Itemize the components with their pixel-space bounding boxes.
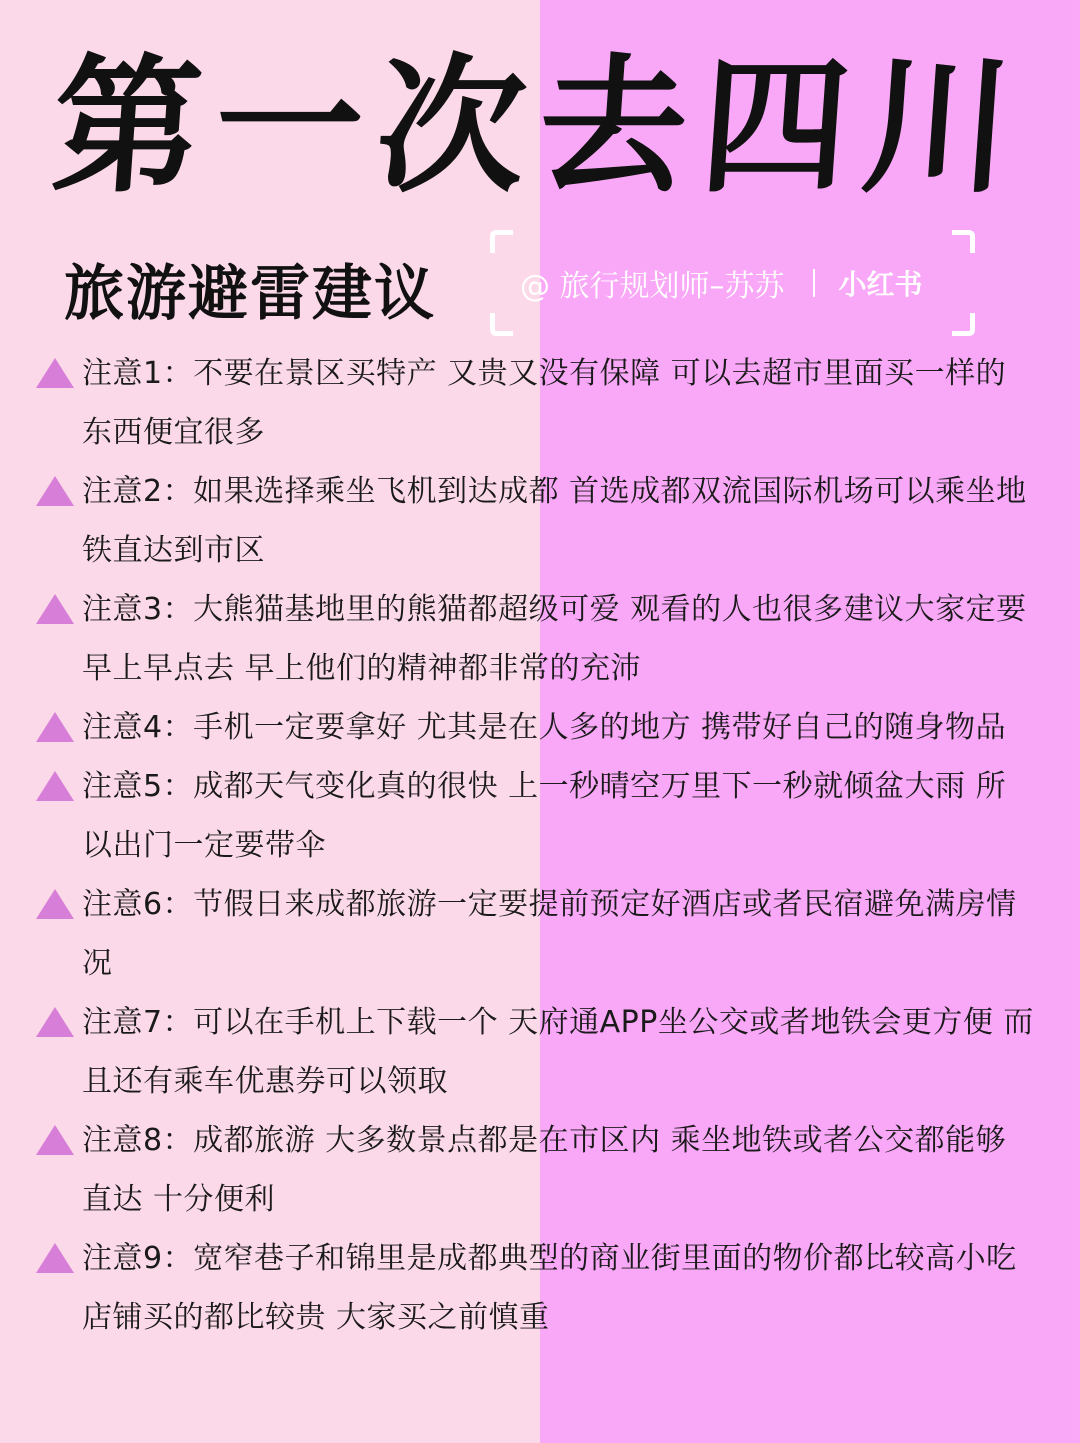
list-item	[36, 580, 1036, 698]
page-subtitle: 旅游避雷建议	[64, 259, 436, 329]
note-text: 注意3：大熊猫基地里的熊猫都超级可爱 观看的人也很多建议大家定要早上早点去 早上他们的精神都非常的充沛	[82, 592, 1027, 686]
list-item	[36, 462, 1036, 580]
note-text: 注意2：如果选择乘坐飞机到达成都 首选成都双流国际机场可以乘坐地铁直达到市区	[82, 474, 1027, 568]
list-item	[36, 698, 1036, 757]
page-title: 第一次去四川	[47, 41, 1032, 213]
note-text: 注意5：成都天气变化真的很快 上一秒晴空万里下一秒就倾盆大雨 所以出门一定要带伞	[82, 769, 1007, 863]
list-item	[36, 993, 1036, 1111]
list-item	[36, 1111, 1036, 1229]
triangle-bullet-icon	[36, 889, 74, 919]
triangle-bullet-icon	[36, 712, 74, 742]
triangle-bullet-icon	[36, 358, 74, 388]
note-text: 注意7：可以在手机上下载一个 天府通APP坐公交或者地铁会更方便 而且还有乘车优惠券可以领取	[82, 1005, 1034, 1099]
list-item	[36, 757, 1036, 875]
note-text: 注意9：宽窄巷子和锦里是成都典型的商业街里面的物价都比较高小吃 店铺买的都比较贵 大家买之前慎重	[82, 1241, 1017, 1335]
triangle-bullet-icon	[36, 1125, 74, 1155]
notes-list	[36, 344, 1036, 1347]
list-item	[36, 875, 1036, 993]
list-item	[36, 1229, 1036, 1347]
note-text: 注意8：成都旅游 大多数景点都是在市区内 乘坐地铁或者公交都能够直达 十分便利	[82, 1123, 1007, 1217]
list-item	[36, 344, 1036, 462]
triangle-bullet-icon	[36, 1007, 74, 1037]
triangle-bullet-icon	[36, 476, 74, 506]
triangle-bullet-icon	[36, 1243, 74, 1273]
brand-logo: 小红书	[838, 268, 923, 301]
note-text: 注意4：手机一定要拿好 尤其是在人多的地方 携带好自己的随身物品	[82, 710, 1007, 745]
triangle-bullet-icon	[36, 594, 74, 624]
credit-row	[520, 260, 923, 306]
note-text: 注意6：节假日来成都旅游一定要提前预定好酒店或者民宿避免满房情况	[82, 887, 1017, 981]
frame-corner	[952, 313, 975, 336]
triangle-bullet-icon	[36, 771, 74, 801]
credit-divider	[813, 269, 815, 297]
frame-corner	[952, 230, 975, 253]
frame-corner	[490, 230, 513, 253]
note-text: 注意1：不要在景区买特产 又贵又没有保障 可以去超市里面买一样的东西便宜很多	[82, 356, 1007, 450]
frame-corner	[490, 313, 513, 336]
author-handle[interactable]: @ 旅行规划师–苏苏	[520, 269, 785, 304]
author-credit-box	[490, 230, 975, 336]
